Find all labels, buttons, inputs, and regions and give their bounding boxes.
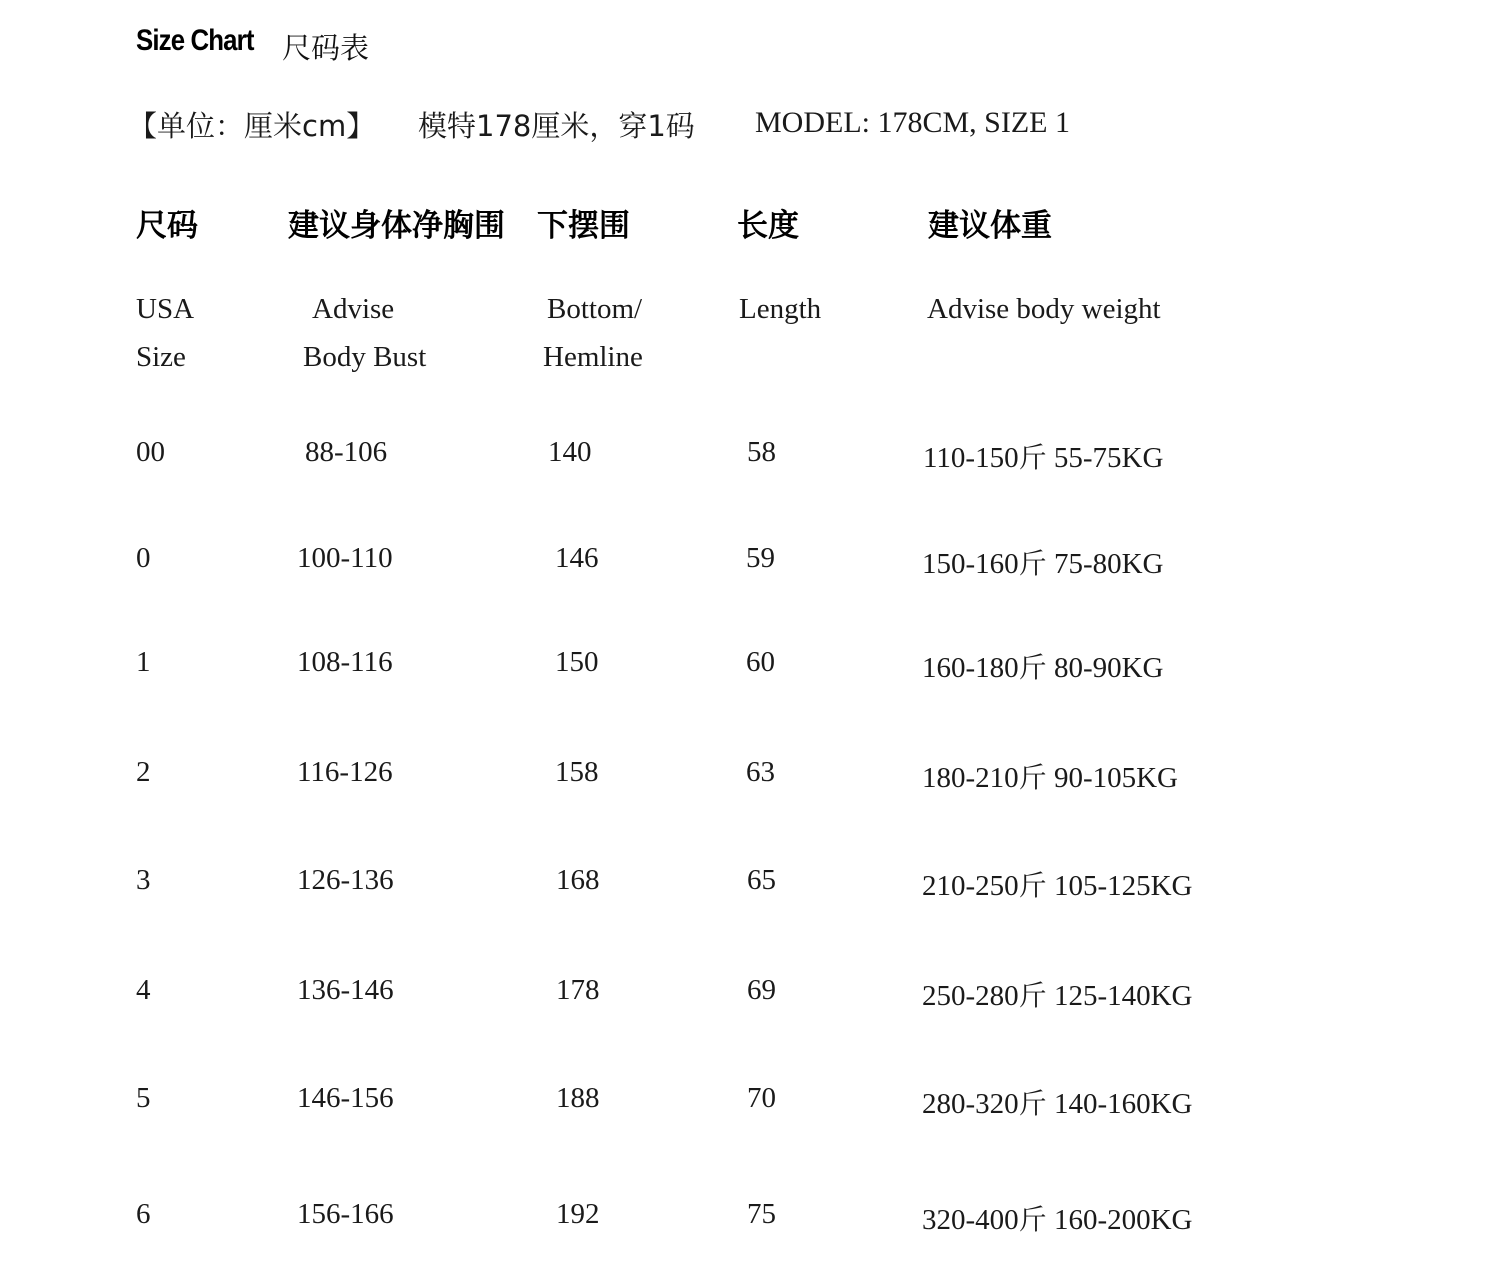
row-0-bust: 100-110 (297, 542, 393, 574)
row-4-weight-kg: 125-140KG (1046, 980, 1193, 1012)
row-3-weight-jin: 210-250 (922, 870, 1019, 902)
row-2-weight-jin: 180-210 (922, 762, 1019, 794)
jin-unit: 斤 (1018, 979, 1047, 1012)
row-3-weight-kg: 105-125KG (1046, 870, 1193, 902)
row-6-weight-kg: 160-200KG (1046, 1204, 1193, 1236)
row-4-bust: 136-146 (297, 974, 394, 1006)
header-weight-cn: 建议体重 (928, 208, 1052, 244)
header-size-en (136, 285, 194, 381)
row-4-weight-jin: 250-280 (922, 980, 1019, 1012)
header-length-en (739, 285, 821, 333)
row-0-length: 59 (746, 542, 775, 574)
row-2-length: 63 (746, 756, 775, 788)
header-length-en-line1: Length (739, 293, 822, 325)
row-00-bust: 88-106 (305, 436, 388, 468)
row-6-size: 6 (136, 1198, 151, 1230)
row-4-length: 69 (747, 974, 776, 1006)
row-3-hem: 168 (556, 864, 600, 896)
row-5-length: 70 (747, 1082, 776, 1114)
row-2-hem: 158 (555, 756, 599, 788)
header-hem-en-line2: Hemline (543, 341, 643, 373)
row-4-hem: 178 (556, 974, 600, 1006)
model-note-english: MODEL: 178CM, SIZE 1 (755, 106, 1070, 139)
row-1-weight-kg: 80-90KG (1046, 652, 1164, 684)
row-00-weight-jin: 110-150 (923, 442, 1019, 474)
header-size-cn: 尺码 (136, 208, 198, 244)
header-size-en-line2: Size (136, 341, 186, 373)
row-00-weight (923, 436, 1163, 476)
row-1-size: 1 (136, 646, 151, 678)
row-5-size: 5 (136, 1082, 151, 1114)
row-6-bust: 156-166 (297, 1198, 394, 1230)
row-1-hem: 150 (555, 646, 599, 678)
row-0-hem: 146 (555, 542, 599, 574)
header-weight-en (927, 285, 1161, 333)
row-1-bust: 108-116 (297, 646, 393, 678)
row-3-bust: 126-136 (297, 864, 394, 896)
header-hem-en-line1: Bottom/ (547, 293, 643, 325)
header-hem-en (543, 285, 643, 381)
row-6-weight (922, 1198, 1192, 1238)
jin-unit: 斤 (1018, 869, 1047, 902)
jin-unit: 斤 (1018, 547, 1047, 580)
header-size-en-line1: USA (136, 293, 195, 325)
row-2-bust: 116-126 (297, 756, 393, 788)
row-5-weight (922, 1082, 1192, 1122)
model-note-chinese: 模特178厘米，穿1码 (418, 109, 695, 143)
row-3-weight (922, 864, 1192, 904)
row-3-length: 65 (747, 864, 776, 896)
row-6-length: 75 (747, 1198, 776, 1230)
header-hem-cn: 下摆围 (537, 208, 630, 244)
row-0-size: 0 (136, 542, 151, 574)
row-4-weight (922, 974, 1192, 1014)
jin-unit: 斤 (1018, 651, 1047, 684)
row-0-weight-jin: 150-160 (922, 548, 1019, 580)
row-1-weight (922, 646, 1163, 686)
jin-unit: 斤 (1018, 1203, 1047, 1236)
row-00-weight-kg: 55-75KG (1046, 442, 1164, 474)
jin-unit: 斤 (1018, 761, 1047, 794)
header-weight-en-line1: Advise body weight (927, 293, 1161, 325)
unit-note: 【单位：厘米cm】 (128, 109, 376, 143)
row-6-weight-jin: 320-400 (922, 1204, 1019, 1236)
row-5-bust: 146-156 (297, 1082, 394, 1114)
row-6-hem: 192 (556, 1198, 600, 1230)
row-0-weight-kg: 75-80KG (1046, 548, 1164, 580)
row-00-size: 00 (136, 436, 165, 468)
header-length-cn: 长度 (737, 208, 799, 244)
header-bust-en-line2: Body Bust (303, 341, 427, 373)
title-chinese: 尺码表 (282, 31, 370, 65)
row-5-weight-jin: 280-320 (922, 1088, 1019, 1120)
row-4-size: 4 (136, 974, 151, 1006)
title-english: Size Chart (136, 24, 254, 57)
row-00-length: 58 (747, 436, 776, 468)
jin-unit: 斤 (1018, 441, 1047, 474)
row-1-weight-jin: 160-180 (922, 652, 1019, 684)
row-3-size: 3 (136, 864, 151, 896)
row-2-weight (922, 756, 1178, 796)
header-bust-cn: 建议身体净胸围 (288, 208, 505, 244)
row-0-weight (922, 542, 1163, 582)
header-bust-en-line1: Advise (312, 293, 395, 325)
row-1-length: 60 (746, 646, 775, 678)
row-00-hem: 140 (548, 436, 592, 468)
row-2-size: 2 (136, 756, 151, 788)
row-5-hem: 188 (556, 1082, 600, 1114)
header-bust-en (303, 285, 426, 381)
jin-unit: 斤 (1018, 1087, 1047, 1120)
row-2-weight-kg: 90-105KG (1046, 762, 1178, 794)
row-5-weight-kg: 140-160KG (1046, 1088, 1193, 1120)
